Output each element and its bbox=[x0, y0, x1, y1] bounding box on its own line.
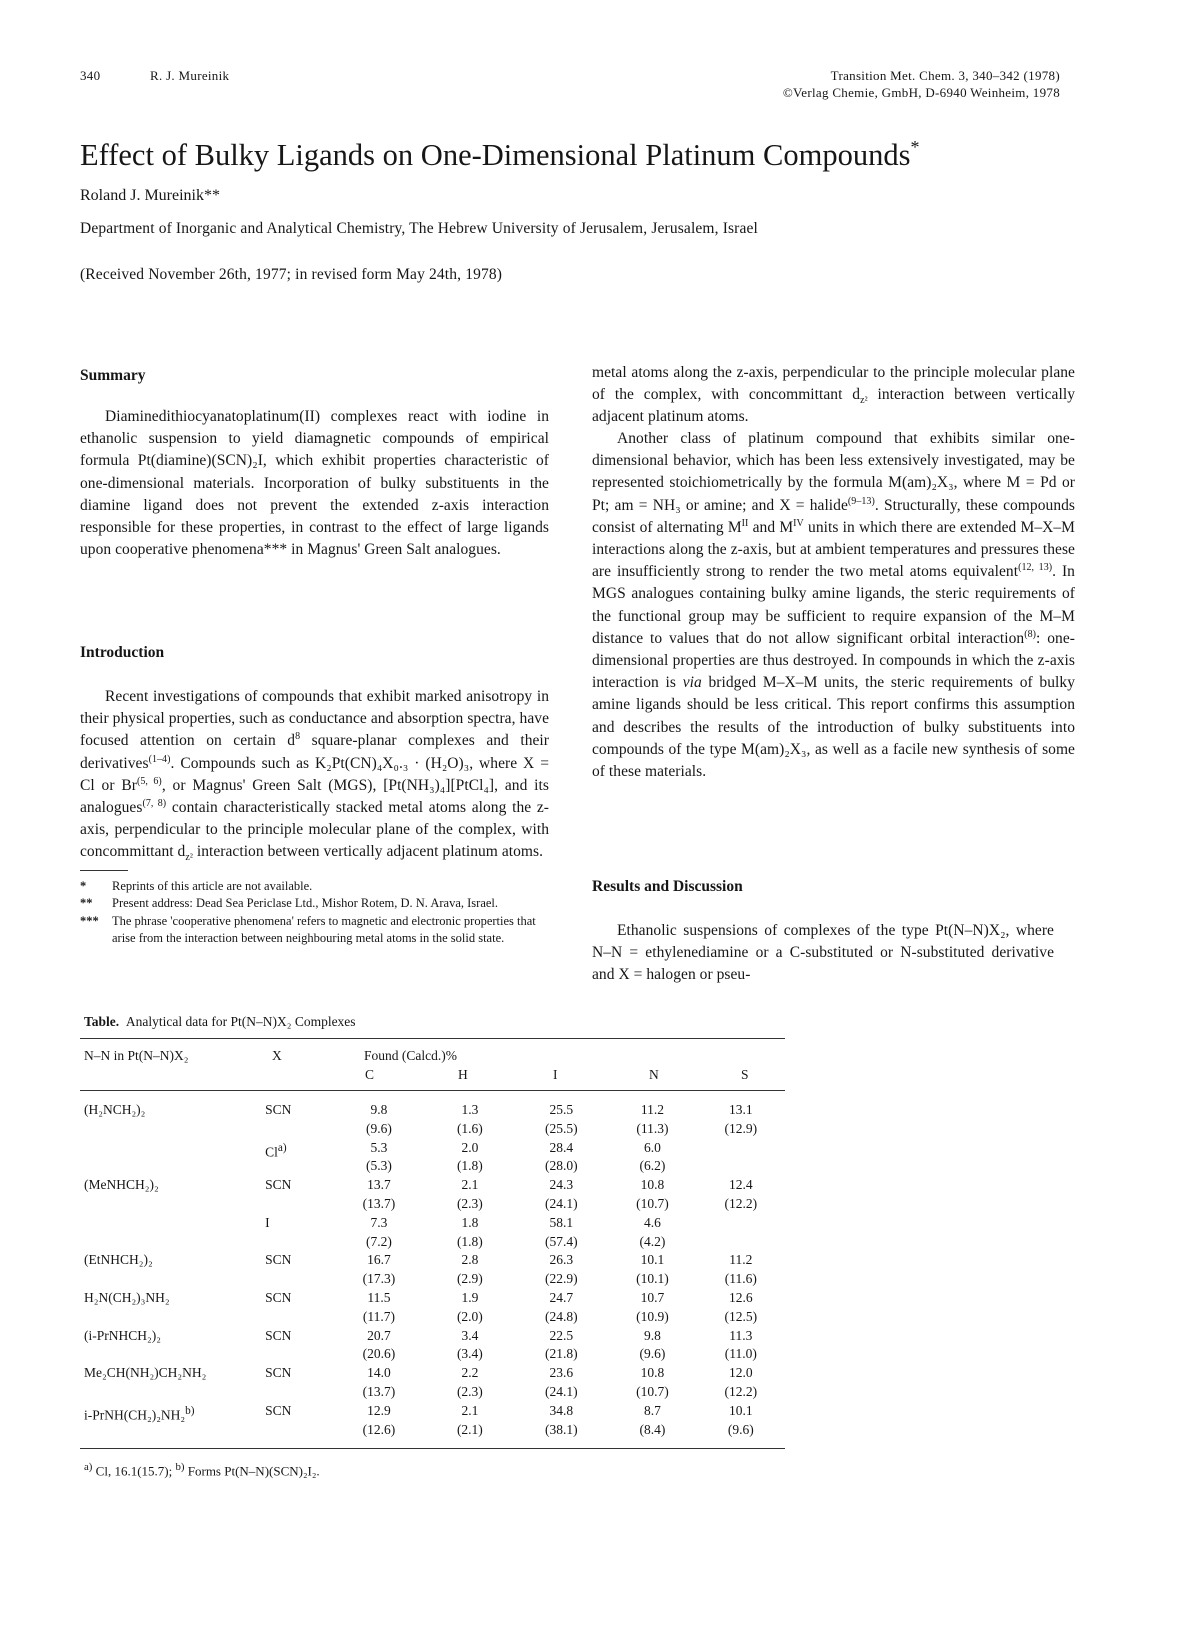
intro-p2-ref-3: (8) bbox=[1024, 628, 1037, 640]
calcd-value bbox=[697, 1157, 785, 1176]
ligand-text: (i-PrNHCH₂)₂ bbox=[84, 1327, 161, 1343]
calcd-value: (12.2) bbox=[724, 1195, 758, 1211]
calcd-value: (11.7) bbox=[362, 1308, 395, 1324]
table-row bbox=[84, 1101, 785, 1139]
intro-p1-ref-3: (7, 8) bbox=[142, 797, 167, 809]
cell-s bbox=[697, 1101, 785, 1139]
table-col-h: H bbox=[458, 1067, 468, 1082]
intro-p1-text-f: interaction between vertically adjacent platinum atoms. bbox=[192, 843, 544, 861]
cell-h bbox=[425, 1251, 514, 1289]
table-col-x: X bbox=[272, 1048, 282, 1063]
intro-p1-text-e: contain characteristically stacked metal atoms along the z-axis, perpendicular to the principle molecular plane of the complex, with concommittant d bbox=[80, 799, 549, 861]
intro-p1-sup: 8 bbox=[295, 731, 301, 743]
cell-x bbox=[265, 1139, 332, 1177]
cell-c bbox=[332, 1364, 425, 1402]
x-text: SCN bbox=[265, 1327, 292, 1343]
found-value: 23.6 bbox=[549, 1365, 574, 1381]
found-value: 6.0 bbox=[644, 1139, 661, 1155]
cell-ligand bbox=[84, 1176, 265, 1214]
calcd-value: (20.6) bbox=[362, 1346, 396, 1362]
found-value: 20.7 bbox=[367, 1327, 391, 1343]
calcd-value: (1.8) bbox=[456, 1158, 483, 1174]
x-text: Cl bbox=[265, 1144, 278, 1160]
footnote-3-mark: *** bbox=[80, 913, 99, 928]
cell-ligand bbox=[84, 1289, 265, 1327]
cell-h bbox=[425, 1214, 514, 1252]
cell-c bbox=[332, 1289, 425, 1327]
cell-s bbox=[697, 1176, 785, 1214]
cell-x bbox=[265, 1327, 332, 1365]
found-value: 10.8 bbox=[640, 1365, 665, 1381]
table-row bbox=[84, 1139, 785, 1177]
table-group-label: Found (Calcd.)% bbox=[364, 1048, 457, 1063]
intro-p1-ref-2: (5, 6) bbox=[136, 775, 162, 787]
summary-text bbox=[80, 406, 549, 561]
calcd-value: (1.8) bbox=[456, 1233, 483, 1249]
cell-h bbox=[425, 1402, 514, 1440]
table-top-rule bbox=[80, 1038, 785, 1039]
footnote-3 bbox=[80, 913, 550, 948]
found-value: 13.1 bbox=[728, 1102, 753, 1117]
cell-s bbox=[697, 1327, 785, 1365]
intro-p1-tail: metal atoms along the z-axis, perpendicular to the principle molecular plane of the complex, with concommittant $d_{z^2}$ interaction between vertically adjacent platinum atoms. bbox=[592, 364, 1075, 426]
found-value: 16.7 bbox=[367, 1252, 391, 1268]
found-value: 2.8 bbox=[461, 1252, 479, 1268]
calcd-value bbox=[697, 1233, 785, 1252]
calcd-value: (57.4) bbox=[544, 1233, 578, 1249]
ligand-text: (MeNHCH₂)₂ bbox=[84, 1177, 159, 1193]
x-text: SCN bbox=[265, 1102, 292, 1117]
article-title bbox=[80, 128, 1160, 174]
cell-s bbox=[697, 1402, 785, 1440]
cell-i bbox=[514, 1101, 608, 1139]
footnote-2-mark: ** bbox=[80, 896, 93, 911]
found-value: 12.9 bbox=[367, 1402, 391, 1418]
cell-x bbox=[265, 1289, 332, 1327]
calcd-value: (13.7) bbox=[362, 1383, 396, 1399]
calcd-value: (12.5) bbox=[724, 1308, 758, 1324]
cell-ligand bbox=[84, 1251, 265, 1289]
intro-p1-text-a: Recent investigations of compounds that exhibit marked anisotropy in their physical properties, such as conductance and absorption spectra, have focused attention on certain d bbox=[80, 688, 549, 750]
found-value: 2.0 bbox=[461, 1139, 479, 1155]
page-number: 340 bbox=[80, 68, 101, 83]
footnote-2-text: Present address: Dead Sea Periclase Ltd., Mishor Rotem, D. N. Arava, Israel. bbox=[112, 896, 499, 911]
footnote-1-mark: * bbox=[80, 879, 87, 893]
summary-paragraph: Diaminedithiocyanatoplatinum(II) complexes react with iodine in ethanolic suspension to yield diamagnetic compounds of empirical formula Pt(diamine)(SCN)₂I, which exhibit properties characteristic of one-dimensional materials. Incorporation of bulky substituents in the diamine ligand does not prevent the extended z-axis interaction responsible for these properties, in contrast to the effect of large ligands upon cooperative phenomena*** in Magnus' Green Salt analogues. bbox=[80, 408, 549, 559]
calcd-value: (12.6) bbox=[362, 1421, 396, 1437]
intro-p2-via: via bbox=[682, 674, 702, 692]
found-value: 9.8 bbox=[644, 1327, 661, 1343]
found-value: 11.5 bbox=[367, 1289, 391, 1305]
found-value: 2.1 bbox=[461, 1402, 479, 1418]
cell-n bbox=[608, 1139, 696, 1177]
summary-heading: Summary bbox=[80, 367, 146, 384]
calcd-value: (5.3) bbox=[366, 1158, 392, 1174]
results-paragraph: Ethanolic suspensions of complexes of the type Pt(N–N)X₂, where N–N = ethylenediamine or a C-substituted or N-substituted derivative and X = halogen or pseu- bbox=[592, 922, 1054, 984]
cell-c bbox=[332, 1139, 425, 1177]
cell-h bbox=[425, 1176, 514, 1214]
intro-p2-ref-1: (9–13) bbox=[847, 495, 875, 507]
calcd-value: (9.6) bbox=[639, 1346, 666, 1362]
found-value: 10.8 bbox=[640, 1177, 665, 1193]
table-row bbox=[84, 1402, 785, 1440]
table-caption-text: Analytical data for Pt(N–N)X₂ Complexes bbox=[125, 1014, 356, 1029]
found-value: 26.3 bbox=[549, 1252, 574, 1268]
table-row bbox=[84, 1327, 785, 1365]
table-col-c: C bbox=[365, 1067, 375, 1082]
calcd-value: (11.0) bbox=[724, 1346, 757, 1362]
ligand-text: i-PrNH(CH₂)₂NH₂ bbox=[84, 1407, 186, 1423]
cell-ligand bbox=[84, 1327, 265, 1365]
cell-c bbox=[332, 1176, 425, 1214]
intro-p2-text-f: : one-dimensional properties are thus destroyed. In compounds in which the z-axis interaction is bbox=[592, 629, 1075, 692]
x-note: a) bbox=[277, 1141, 287, 1154]
x-text: SCN bbox=[265, 1365, 292, 1381]
table-col-s: S bbox=[741, 1067, 749, 1082]
cell-c bbox=[332, 1101, 425, 1139]
cell-ligand bbox=[84, 1139, 265, 1177]
cell-s bbox=[697, 1251, 785, 1289]
calcd-value: (12.2) bbox=[724, 1383, 758, 1399]
calcd-value: (21.8) bbox=[544, 1346, 578, 1362]
cell-c bbox=[332, 1327, 425, 1365]
table-label: Table. bbox=[84, 1014, 120, 1029]
cell-i bbox=[514, 1214, 608, 1252]
intro-p1-sub: z² bbox=[185, 852, 193, 864]
cell-ligand bbox=[84, 1364, 265, 1402]
intro-p2-text-d: units in which there are extended M–X–M interactions along the z-axis, but at ambient temperatures and pressures these are insufficiently strong to render the two metal atoms equivalent bbox=[592, 518, 1075, 581]
introduction-col2-top bbox=[592, 362, 1075, 428]
cell-h bbox=[425, 1364, 514, 1402]
cell-n bbox=[608, 1101, 696, 1139]
intro-p2-sup-2: IV bbox=[793, 517, 804, 529]
cell-s bbox=[697, 1139, 785, 1177]
x-text: SCN bbox=[265, 1252, 292, 1268]
found-value: 22.5 bbox=[549, 1327, 574, 1343]
footnote-2 bbox=[80, 895, 550, 912]
found-value: 1.8 bbox=[461, 1214, 479, 1230]
cell-n bbox=[608, 1402, 696, 1440]
intro-p1-text-b: square-planar complexes and their derivatives bbox=[80, 732, 549, 772]
found-value: 3.4 bbox=[461, 1327, 479, 1343]
x-text: SCN bbox=[265, 1289, 292, 1305]
ligand-note: b) bbox=[185, 1404, 195, 1417]
calcd-value: (25.5) bbox=[544, 1120, 578, 1136]
cell-i bbox=[514, 1327, 608, 1365]
table-note-b-mark: b) bbox=[175, 1461, 185, 1473]
table-notes bbox=[84, 1461, 320, 1479]
cell-s bbox=[697, 1289, 785, 1327]
found-value: 11.2 bbox=[640, 1102, 664, 1117]
cell-c bbox=[332, 1402, 425, 1440]
cell-ligand bbox=[84, 1214, 265, 1252]
found-value: 14.0 bbox=[367, 1365, 391, 1381]
found-value: 2.1 bbox=[461, 1177, 479, 1193]
calcd-value: (8.4) bbox=[639, 1421, 666, 1437]
cell-s bbox=[697, 1364, 785, 1402]
footnote-1-text: Reprints of this article are not available. bbox=[112, 879, 313, 893]
table-note-a: Cl, 16.1(15.7); bbox=[92, 1463, 176, 1479]
article-title-text: Effect of Bulky Ligands on One-Dimensional Platinum Compounds bbox=[80, 138, 911, 172]
calcd-value: (2.9) bbox=[456, 1271, 483, 1287]
found-value: 9.8 bbox=[370, 1102, 388, 1117]
intro-p2-text-a: Another class of platinum compound that exhibits similar one-dimensional behavior, which has been less extensively investigated, may be represented stoichiometrically by the formula M(am)₂X₃, where M = Pd or Pt; am = NH₃ or amine; and X = halide bbox=[592, 430, 1075, 514]
cell-n bbox=[608, 1251, 696, 1289]
table-row bbox=[84, 1251, 785, 1289]
calcd-value: (12.9) bbox=[724, 1120, 758, 1136]
intro-p2-text-e: . In MGS analogues containing bulky amine ligands, the steric requirements of the functional group may be sufficient to require expansion of the M–M distance to values that do not allow significant orbital interaction bbox=[592, 563, 1075, 647]
found-value: 24.7 bbox=[549, 1289, 574, 1305]
results-heading: Results and Discussion bbox=[592, 878, 743, 895]
intro-p1-text-c: . Compounds such as K₂Pt(CN)₄X₀.₃ · (H₂O)₃, where X = Cl or Br bbox=[80, 754, 549, 794]
ligand-text: (EtNHCH₂)₂ bbox=[84, 1252, 153, 1268]
calcd-value: (24.1) bbox=[544, 1383, 578, 1399]
intro-p2-sup-1: II bbox=[741, 517, 749, 529]
intro-p1-text-d: , or Magnus' Green Salt (MGS), [Pt(NH₃)₄][PtCl₄], and its analogues bbox=[80, 776, 549, 817]
calcd-value: (9.6) bbox=[366, 1120, 392, 1136]
calcd-value: (9.6) bbox=[727, 1421, 754, 1437]
found-value: 8.7 bbox=[644, 1402, 661, 1418]
calcd-value: (11.6) bbox=[724, 1271, 757, 1287]
cell-n bbox=[608, 1289, 696, 1327]
cell-i bbox=[514, 1251, 608, 1289]
table-body bbox=[84, 1101, 785, 1439]
cell-n bbox=[608, 1327, 696, 1365]
intro-p1-ref-1: (1–4) bbox=[148, 753, 171, 765]
found-value: 12.6 bbox=[728, 1289, 753, 1305]
x-text: I bbox=[265, 1214, 270, 1230]
found-value: 11.3 bbox=[729, 1327, 753, 1343]
table-note-a-mark: a) bbox=[84, 1461, 93, 1473]
publisher-line: ©Verlag Chemie, GmbH, D-6940 Weinheim, 1978 bbox=[782, 85, 1060, 100]
found-value: 4.6 bbox=[644, 1214, 661, 1230]
found-value: 12.0 bbox=[728, 1365, 753, 1381]
cell-x bbox=[265, 1214, 332, 1252]
cell-x bbox=[265, 1101, 332, 1139]
cell-i bbox=[514, 1402, 608, 1440]
cell-n bbox=[608, 1214, 696, 1252]
journal-line: Transition Met. Chem. 3, 340–342 (1978) bbox=[830, 68, 1060, 83]
analytical-table bbox=[84, 1101, 785, 1439]
running-author: R. J. Mureinik bbox=[150, 68, 230, 83]
introduction-col1 bbox=[80, 686, 549, 864]
footnotes bbox=[80, 878, 550, 947]
calcd-value: (10.9) bbox=[636, 1308, 669, 1324]
cell-x bbox=[265, 1176, 332, 1214]
found-value: 10.7 bbox=[640, 1289, 665, 1305]
calcd-value: (1.6) bbox=[456, 1120, 483, 1136]
found-value bbox=[697, 1214, 785, 1233]
found-value: 2.2 bbox=[461, 1365, 479, 1381]
author-name: Roland J. Mureinik** bbox=[80, 187, 220, 204]
calcd-value: (2.3) bbox=[456, 1195, 483, 1211]
cell-i bbox=[514, 1176, 608, 1214]
calcd-value: (10.1) bbox=[636, 1271, 669, 1287]
calcd-value: (10.7) bbox=[636, 1195, 669, 1211]
footnote-3-text: The phrase 'cooperative phenomena' refers to magnetic and electronic properties that arise from the interaction between neighbouring metal atoms in the solid state. bbox=[112, 913, 536, 945]
found-value: 7.3 bbox=[370, 1214, 388, 1230]
cell-h bbox=[425, 1289, 514, 1327]
cell-x bbox=[265, 1251, 332, 1289]
found-value bbox=[697, 1139, 785, 1158]
calcd-value: (17.3) bbox=[362, 1271, 396, 1287]
intro-paragraph-2 bbox=[592, 428, 1075, 783]
found-value: 34.8 bbox=[549, 1402, 574, 1418]
title-footnote-mark: * bbox=[910, 137, 920, 157]
table-row bbox=[84, 1214, 785, 1252]
table-bottom-rule bbox=[80, 1448, 785, 1449]
intro-paragraph-1 bbox=[80, 686, 549, 864]
found-value: 1.3 bbox=[461, 1102, 479, 1117]
calcd-value: (24.8) bbox=[544, 1308, 578, 1324]
ligand-text: H₂N(CH₂)₃NH₂ bbox=[84, 1289, 170, 1305]
found-value: 12.4 bbox=[728, 1177, 753, 1193]
intro-p2-text-g: bridged M–X–M units, the steric requirements of bulky amine ligands should be less critical. This report confirms this assumption and describes the results of the introduction of bulky substituents into compounds of the type M(am)₂X₃, as well as a facile new synthesis of some of these materials. bbox=[592, 674, 1075, 781]
calcd-value: (3.4) bbox=[456, 1346, 483, 1362]
author-affiliation: Department of Inorganic and Analytical Chemistry, The Hebrew University of Jerusalem, Jerusalem, Israel bbox=[80, 220, 759, 237]
cell-x bbox=[265, 1402, 332, 1440]
results-text bbox=[592, 920, 1054, 987]
found-value: 28.4 bbox=[549, 1139, 574, 1155]
journal-citation bbox=[783, 67, 1060, 101]
found-value: 1.9 bbox=[461, 1289, 479, 1305]
calcd-value: (7.2) bbox=[366, 1233, 392, 1249]
footnote-rule bbox=[80, 870, 128, 871]
calcd-value: (2.1) bbox=[456, 1421, 483, 1437]
intro-p2-text-c: and M bbox=[748, 518, 794, 536]
found-value: 5.3 bbox=[370, 1139, 388, 1155]
ligand-text: Me₂CH(NH₂)CH₂NH₂ bbox=[84, 1365, 207, 1381]
table-row bbox=[84, 1176, 785, 1214]
calcd-value: (24.1) bbox=[544, 1195, 578, 1211]
x-text: SCN bbox=[265, 1177, 292, 1193]
cell-x bbox=[265, 1364, 332, 1402]
found-value: 11.2 bbox=[729, 1252, 753, 1268]
received-dates: (Received November 26th, 1977; in revised form May 24th, 1978) bbox=[80, 266, 503, 283]
cell-n bbox=[608, 1176, 696, 1214]
table-col-i: I bbox=[553, 1067, 558, 1082]
cell-c bbox=[332, 1251, 425, 1289]
cell-h bbox=[425, 1327, 514, 1365]
cell-ligand bbox=[84, 1101, 265, 1139]
calcd-value: (22.9) bbox=[544, 1271, 578, 1287]
found-value: 58.1 bbox=[549, 1214, 574, 1230]
calcd-value: (13.7) bbox=[362, 1195, 396, 1211]
x-text: SCN bbox=[265, 1402, 292, 1418]
table-row bbox=[84, 1364, 785, 1402]
cell-h bbox=[425, 1101, 514, 1139]
cell-n bbox=[608, 1364, 696, 1402]
cell-h bbox=[425, 1139, 514, 1177]
footnote-1 bbox=[80, 878, 550, 895]
introduction-heading: Introduction bbox=[80, 644, 165, 661]
calcd-value: (4.2) bbox=[639, 1233, 666, 1249]
cell-i bbox=[514, 1364, 608, 1402]
introduction-paragraph-2 bbox=[592, 428, 1075, 783]
calcd-value: (6.2) bbox=[639, 1158, 666, 1174]
calcd-value: (38.1) bbox=[544, 1421, 578, 1437]
ligand-text: (H₂NCH₂)₂ bbox=[84, 1102, 146, 1117]
cell-i bbox=[514, 1139, 608, 1177]
found-value: 13.7 bbox=[367, 1177, 391, 1193]
table-col-nn: N–N in Pt(N–N)X₂ bbox=[84, 1048, 189, 1063]
intro-p2-ref-2: (12, 13) bbox=[1018, 562, 1053, 574]
cell-s bbox=[697, 1214, 785, 1252]
table-col-n: N bbox=[649, 1067, 659, 1082]
intro-p2-text-b: . Structurally, these compounds consist of alternating M bbox=[592, 496, 1075, 536]
found-value: 24.3 bbox=[549, 1177, 574, 1193]
cell-i bbox=[514, 1289, 608, 1327]
found-value: 10.1 bbox=[728, 1402, 753, 1418]
table-note-b: Forms Pt(N–N)(SCN)₂I₂. bbox=[184, 1463, 320, 1479]
intro-paragraph-1-continued bbox=[592, 207, 1075, 385]
found-value: 25.5 bbox=[549, 1102, 574, 1117]
calcd-value: (10.7) bbox=[636, 1383, 669, 1399]
calcd-value: (28.0) bbox=[544, 1158, 578, 1174]
calcd-value: (11.3) bbox=[636, 1120, 669, 1136]
calcd-value: (2.0) bbox=[456, 1308, 483, 1324]
cell-c bbox=[332, 1214, 425, 1252]
found-value: 10.1 bbox=[640, 1252, 665, 1268]
table-caption bbox=[84, 1014, 356, 1030]
calcd-value: (2.3) bbox=[456, 1383, 483, 1399]
table-head-rule bbox=[80, 1090, 785, 1091]
cell-ligand bbox=[84, 1402, 265, 1440]
table-row bbox=[84, 1289, 785, 1327]
